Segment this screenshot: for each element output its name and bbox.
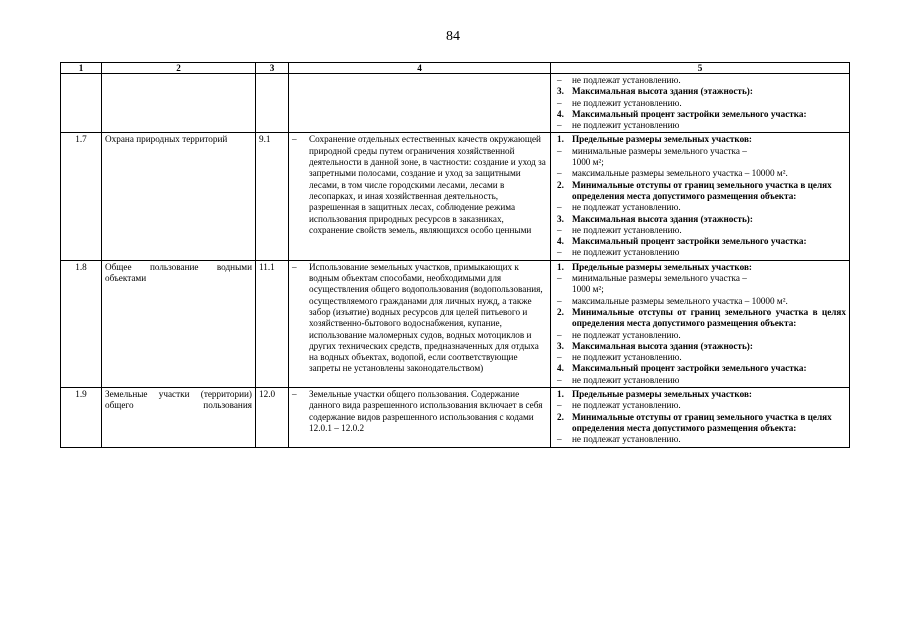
parameter-text: не подлежит установлению. (572, 97, 682, 108)
parameter-value: 1000 м²; (572, 157, 604, 168)
parameter-value (557, 146, 846, 157)
item-number: 1. (557, 261, 564, 272)
parameter-value (557, 225, 846, 236)
use-type-code: 9.1 (256, 133, 289, 260)
parameter-text: Минимальные отступы от границ земельного участка в целях определения места допустимого размещения объекта: (572, 306, 846, 329)
dash-marker: – (557, 434, 562, 445)
parameter-value (557, 98, 846, 109)
item-number: 4. (557, 236, 564, 247)
parameter-heading (557, 262, 846, 273)
parameter-heading (557, 109, 846, 120)
dash-marker: – (557, 352, 562, 363)
parameter-heading (557, 307, 846, 330)
dash-marker: – (557, 97, 562, 108)
description-text: Сохранение отдельных естественных качеств окружающей природной среды путем ограничения хозяйственной деятельности в данной зоне, в частности: создание и уход за запретными полосами, создание и уход за защитными лесами, в том числе городскими лесами, лесами в лесопарках, и иная хозяйственная деятельность, разрешенная в защитных лесах, соблюдение режима использования природных ресурсов в заказниках, сохранение свойств земель, являющихся особо ценными (309, 134, 546, 235)
description-text: Использование земельных участков, примыкающих к водным объектам способами, необходимыми для осуществления общего водопользования (водопользования, осуществляемого гражданами для личных нужд, а также забор (изъятие) водных ресурсов для целей питьевого и хозяйственно-бытового водоснабжения, купание, использование маломерных судов, водных мотоциклов и других технических средств, предназначенных для отдыха на водных объектах, водопой, если соответствующие запреты не установлены законодательством) (309, 261, 543, 374)
parameter-value (557, 202, 846, 213)
parameter-text: не подлежит установлению (572, 374, 680, 385)
parameter-text: не подлежит установлению. (572, 352, 682, 363)
use-type-name: Земельные участки (территории) общего пользования (102, 388, 256, 447)
parameter-heading (557, 236, 846, 247)
parameter-text: максимальные размеры земельного участка – 10000 м². (572, 295, 788, 306)
item-number: 2. (557, 306, 564, 317)
parameter-text: не подлежит установлению (572, 120, 680, 131)
header-row (61, 63, 850, 74)
parameter-text: Предельные размеры земельных участков: (572, 261, 752, 272)
use-type-name: Охрана природных территорий (102, 133, 256, 260)
item-number: 3. (557, 340, 564, 351)
parameter-value (557, 247, 846, 258)
dash-marker: – (557, 120, 562, 131)
parameters-cell (551, 133, 850, 260)
parameter-value: 1000 м²; (572, 284, 604, 295)
use-type-code: 12.0 (256, 388, 289, 447)
parameter-text: Минимальные отступы от границ земельного участка в целях определения места допустимого размещения объекта: (572, 411, 832, 433)
table-row (61, 260, 850, 387)
use-type-name: Общее пользование водными объектами (102, 260, 256, 387)
use-type-description (289, 74, 551, 133)
item-number: 1. (557, 389, 564, 400)
item-number: 2. (557, 179, 564, 190)
parameter-text: не подлежат установлению. (572, 202, 681, 213)
table-row (61, 133, 850, 260)
dash-marker: – (557, 224, 562, 235)
parameter-value (557, 330, 846, 341)
row-number: 1.9 (61, 388, 102, 447)
table-row (61, 388, 850, 447)
row-number: 1.8 (61, 260, 102, 387)
parameter-text: не подлежат установлению. (572, 75, 681, 85)
item-number: 2. (557, 411, 564, 422)
dash-marker: – (292, 134, 297, 145)
dash-marker: – (292, 261, 297, 272)
page-number: 84 (446, 29, 460, 44)
dash-marker: – (557, 295, 562, 306)
parameter-heading (557, 363, 846, 374)
parameter-text: Предельные размеры земельных участков: (572, 134, 752, 145)
use-type-description (289, 260, 551, 387)
dash-marker: – (557, 202, 562, 213)
use-type-code: 11.1 (256, 260, 289, 387)
parameter-text: Максимальный процент застройки земельного участка: (572, 363, 807, 374)
parameter-text: минимальные размеры земельного участка – (572, 273, 747, 284)
parameter-heading (557, 134, 846, 145)
parameter-heading (557, 86, 846, 97)
parameter-heading (557, 412, 846, 435)
row-number: 1.7 (61, 133, 102, 260)
parameter-value (557, 273, 846, 284)
dash-marker: – (557, 145, 562, 156)
col-header-2: 2 (102, 63, 256, 74)
parameter-value (557, 120, 846, 131)
parameter-value (557, 400, 846, 411)
dash-marker: – (557, 247, 562, 258)
use-type-name (102, 74, 256, 133)
dash-marker: – (557, 75, 562, 85)
dash-marker: – (557, 374, 562, 385)
parameter-text: Максимальная высота здания (этажность): (572, 213, 753, 224)
item-number: 4. (557, 363, 564, 374)
col-header-1: 1 (61, 63, 102, 74)
parameter-text: не подлежат установлению. (572, 400, 681, 411)
dash-marker: – (292, 389, 297, 400)
parameter-text: не подлежит установлению. (572, 224, 682, 235)
parameter-heading (557, 180, 846, 203)
item-number: 1. (557, 134, 564, 145)
description-text: Земельные участки общего пользования. Содержание данного вида разрешенного использования включает в себя содержание видов разрешенного использования с кодами 12.0.1 – 12.0.2 (309, 389, 543, 433)
dash-marker: – (557, 329, 562, 340)
parameters-cell (551, 388, 850, 447)
item-number: 3. (557, 213, 564, 224)
dash-marker: – (557, 168, 562, 179)
parameter-text: Минимальные отступы от границ земельного участка в целях определения места допустимого размещения объекта: (572, 179, 832, 201)
parameter-text: Максимальная высота здания (этажность): (572, 86, 753, 97)
regulations-table (60, 62, 850, 448)
parameter-text: Максимальная высота здания (этажность): (572, 340, 753, 351)
parameter-text: не подлежат установлению. (572, 329, 681, 340)
parameter-value (557, 75, 846, 86)
parameter-value (557, 296, 846, 307)
use-type-description (289, 133, 551, 260)
dash-marker: – (557, 273, 562, 284)
col-header-4: 4 (289, 63, 551, 74)
parameters-cell (551, 74, 850, 133)
row-number (61, 74, 102, 133)
parameters-cell (551, 260, 850, 387)
dash-marker: – (557, 400, 562, 411)
parameter-heading (557, 389, 846, 400)
col-header-5: 5 (551, 63, 850, 74)
item-number: 4. (557, 108, 564, 119)
col-header-3: 3 (256, 63, 289, 74)
parameter-value (557, 434, 846, 445)
parameter-text: Предельные размеры земельных участков: (572, 389, 752, 400)
parameter-heading (557, 341, 846, 352)
parameter-text: минимальные размеры земельного участка – (572, 145, 747, 156)
use-type-description (289, 388, 551, 447)
parameter-value (557, 375, 846, 386)
parameter-text: Максимальный процент застройки земельного участка: (572, 108, 807, 119)
parameter-text: не подлежит установлению (572, 247, 680, 258)
parameter-value (557, 168, 846, 179)
item-number: 3. (557, 86, 564, 97)
parameter-text: максимальные размеры земельного участка – 10000 м². (572, 168, 788, 179)
parameter-heading (557, 214, 846, 225)
use-type-code (256, 74, 289, 133)
parameter-text: Максимальный процент застройки земельного участка: (572, 236, 807, 247)
parameter-text: не подлежат установлению. (572, 434, 681, 445)
table-row (61, 74, 850, 133)
parameter-value (557, 352, 846, 363)
